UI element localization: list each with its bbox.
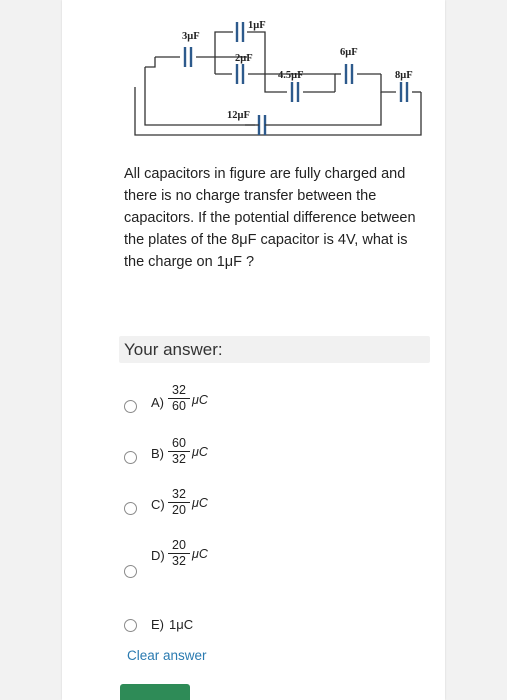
option-d-unit: μC — [192, 547, 208, 561]
option-b-fraction — [168, 437, 190, 466]
submit-button[interactable] — [120, 684, 190, 700]
question-text: All capacitors in figure are fully charged and there is no charge transfer between the capacitors. If the potential difference between the plates of the 8μF capacitor is 4V, what is the charge on 1μF ? — [124, 166, 416, 270]
option-b-letter: B) — [151, 446, 164, 461]
option-b-denominator: 32 — [172, 452, 186, 466]
option-d-numerator: 20 — [172, 538, 186, 552]
radio-option-d[interactable] — [124, 565, 137, 578]
option-a-letter: A) — [151, 395, 164, 410]
outer-wire — [135, 87, 421, 135]
radio-option-e[interactable] — [124, 619, 137, 632]
option-c-fraction — [168, 488, 190, 517]
circuit-diagram — [55, 10, 435, 150]
option-a-unit: μC — [192, 393, 208, 407]
label-3uf: 3μF — [182, 31, 200, 42]
option-e-text: 1μC — [169, 617, 194, 632]
option-d-letter: D) — [151, 548, 165, 563]
option-c-letter: C) — [151, 497, 165, 512]
option-a-denominator: 60 — [172, 399, 186, 413]
label-8uf: 8μF — [395, 70, 413, 81]
option-d[interactable] — [124, 539, 324, 579]
label-4-5uf: 4.5μF — [278, 70, 304, 81]
option-b-numerator: 60 — [172, 436, 186, 450]
label-1uf: 1μF — [248, 20, 266, 31]
label-6uf: 6μF — [340, 47, 358, 58]
option-a[interactable] — [124, 384, 324, 424]
answer-header-label: Your answer: — [124, 340, 223, 359]
label-12uf: 12μF — [227, 110, 250, 121]
option-a-fraction — [168, 384, 190, 413]
option-e[interactable] — [124, 614, 324, 638]
option-b-unit: μC — [192, 445, 208, 459]
option-c[interactable] — [124, 488, 324, 528]
answer-header — [119, 336, 430, 363]
option-a-numerator: 32 — [172, 383, 186, 397]
option-c-denominator: 20 — [172, 503, 186, 517]
radio-option-b[interactable] — [124, 451, 137, 464]
clear-answer-link[interactable]: Clear answer — [127, 648, 207, 663]
radio-option-a[interactable] — [124, 400, 137, 413]
page-margin-right — [452, 0, 507, 700]
label-2uf: 2μF — [235, 53, 253, 64]
option-c-numerator: 32 — [172, 487, 186, 501]
radio-option-c[interactable] — [124, 502, 137, 515]
page-margin-left — [0, 0, 55, 700]
option-d-fraction — [168, 539, 190, 568]
option-d-denominator: 32 — [172, 554, 186, 568]
option-e-letter: E) — [151, 617, 164, 632]
option-c-unit: μC — [192, 496, 208, 510]
option-b[interactable] — [124, 437, 324, 477]
